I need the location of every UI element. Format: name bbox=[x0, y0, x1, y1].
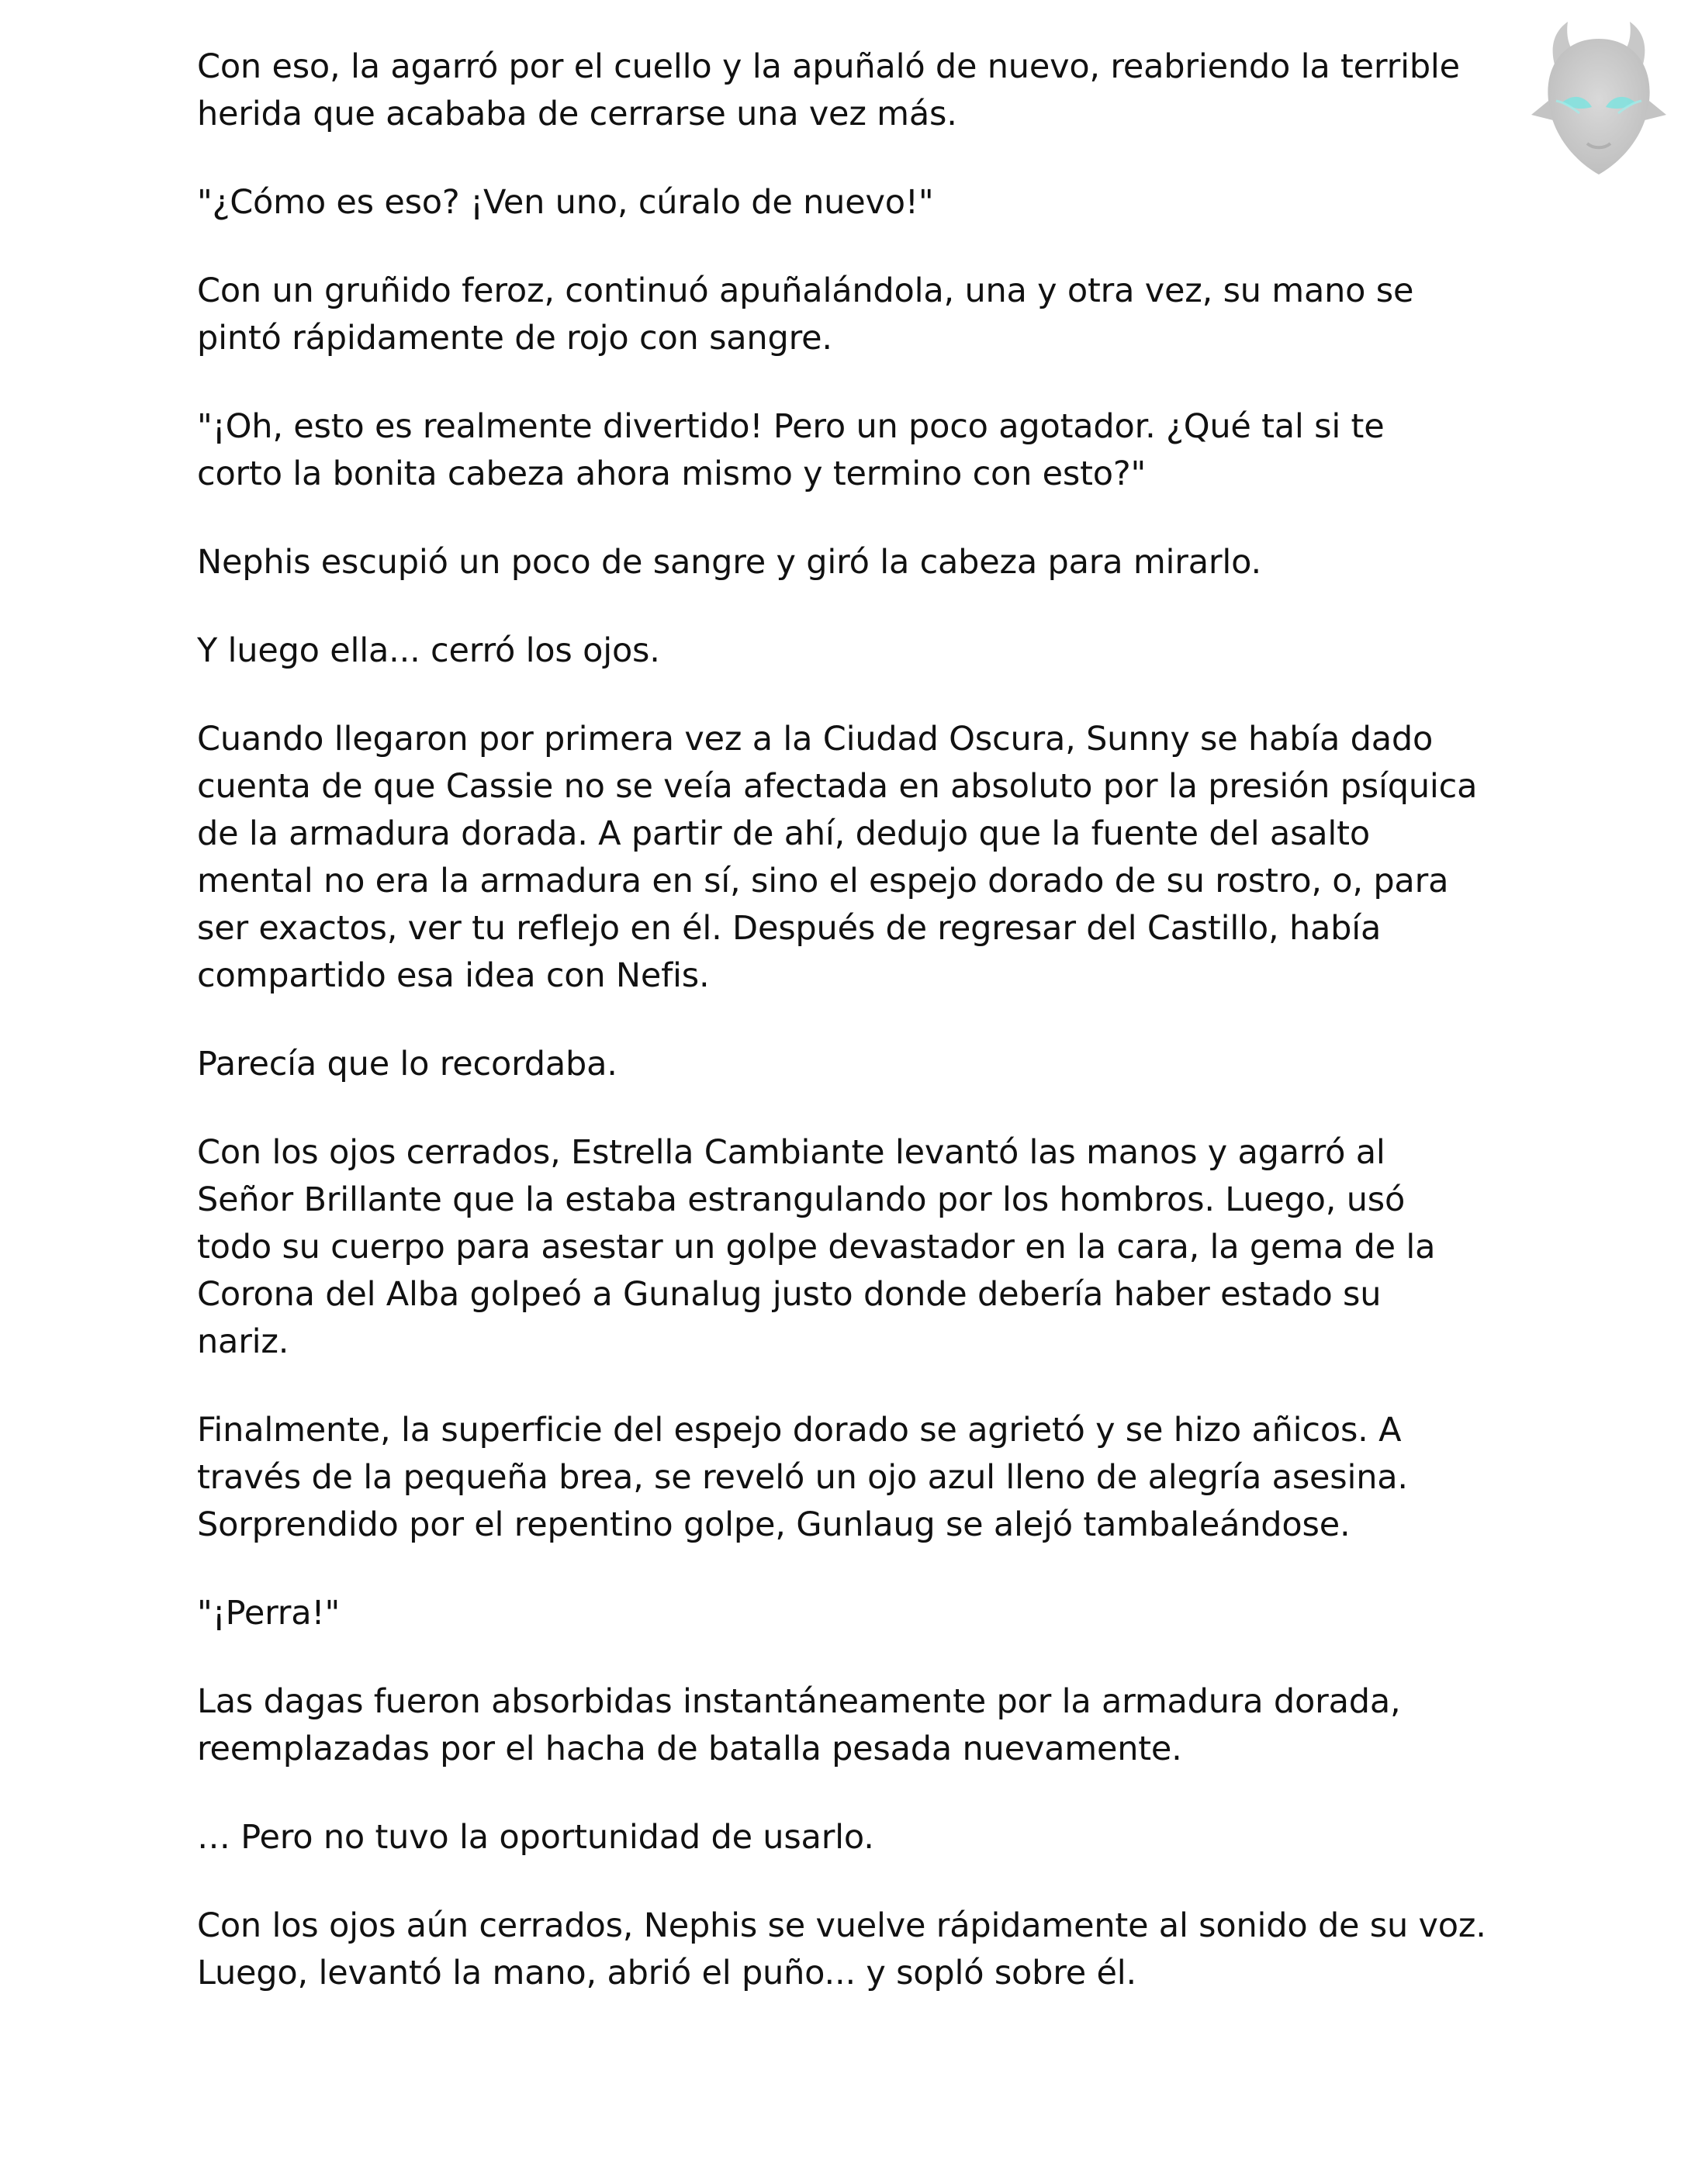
paragraph-5: Nephis escupió un poco de sangre y giró la cabeza para mirarlo. bbox=[197, 543, 1261, 582]
paragraph-4: "¡Oh, esto es realmente divertido! Pero un poco agotador. ¿Qué tal si te corto la bonita cabeza ahora mismo y termino con esto?" bbox=[197, 407, 1385, 493]
paragraph-12: Las dagas fueron absorbidas instantáneamente por la armadura dorada, reemplazadas por el hacha de batalla pesada nuevamente. bbox=[197, 1682, 1401, 1768]
paragraph-7: Cuando llegaron por primera vez a la Ciudad Oscura, Sunny se había dado cuenta de que Cassie no se veía afectada en absoluto por la presión psíquica de la armadura dorada. A partir de ahí, dedujo que la fuente del asalto mental no era la armadura en sí, sino el espejo dorado de su rostro, o, para ser exactos, ver tu reflejo en él. Después de regresar del Castillo, había compartido esa idea con Nefis. bbox=[197, 720, 1478, 995]
paragraph-2: "¿Cómo es eso? ¡Ven uno, cúralo de nuevo!" bbox=[197, 183, 934, 222]
paragraph-9: Con los ojos cerrados, Estrella Cambiante levantó las manos y agarró al Señor Brillante que la estaba estrangulando por los hombros. Luego, usó todo su cuerpo para asestar un golpe devastador en la cara, la gema de la Corona del Alba golpeó a Gunalug justo donde debería haber estado su nariz. bbox=[197, 1133, 1436, 1361]
paragraph-8: Parecía que lo recordaba. bbox=[197, 1045, 617, 1083]
document-body bbox=[197, 43, 1524, 2038]
paragraph-13: … Pero no tuvo la oportunidad de usarlo. bbox=[197, 1818, 874, 1857]
demon-head-icon bbox=[1525, 16, 1672, 186]
paragraph-11: "¡Perra!" bbox=[197, 1594, 341, 1633]
paragraph-10: Finalmente, la superficie del espejo dorado se agrietó y se hizo añicos. A través de la pequeña brea, se reveló un ojo azul lleno de alegría asesina. Sorprendido por el repentino golpe, Gunlaug se alejó tambaleándose. bbox=[197, 1411, 1408, 1544]
paragraph-1: Con eso, la agarró por el cuello y la apuñaló de nuevo, reabriendo la terrible herida que acababa de cerrarse una vez más. bbox=[197, 47, 1460, 133]
paragraph-14: Con los ojos aún cerrados, Nephis se vuelve rápidamente al sonido de su voz. Luego, levantó la mano, abrió el puño... y sopló sobre él. bbox=[197, 1906, 1486, 1992]
paragraph-6: Y luego ella... cerró los ojos. bbox=[197, 631, 660, 670]
paragraph-3: Con un gruñido feroz, continuó apuñalándola, una y otra vez, su mano se pintó rápidamente de rojo con sangre. bbox=[197, 271, 1414, 358]
